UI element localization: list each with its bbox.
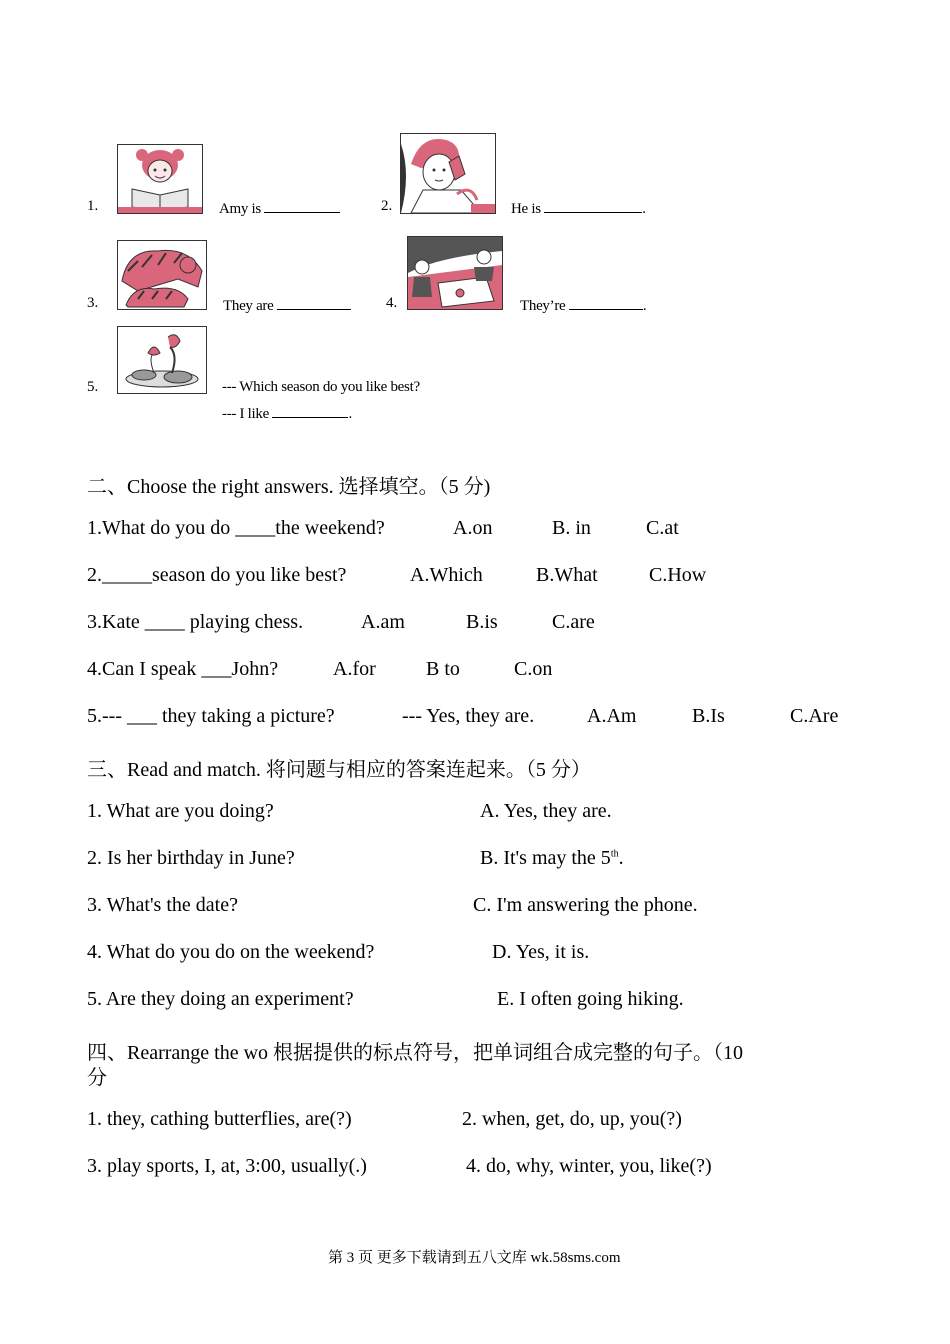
section3-answer-d[interactable]: D. Yes, it is. bbox=[492, 941, 590, 963]
section4-heading-cont: 分 bbox=[87, 1067, 107, 1089]
page-footer: 第 3 页 更多下载请到五八文库 wk.58sms.com bbox=[328, 1250, 621, 1266]
q5-answer-blank[interactable] bbox=[272, 403, 348, 418]
section2-q1-option-b[interactable]: B. in bbox=[552, 517, 591, 539]
section3-question-1[interactable]: 1. What are you doing? bbox=[87, 800, 274, 822]
section4-item-2: 2. when, get, do, up, you(?) bbox=[462, 1108, 682, 1130]
q2-number: 2. bbox=[381, 198, 393, 214]
section2-q5-option-c[interactable]: C.Are bbox=[790, 705, 839, 727]
q5-number: 5. bbox=[87, 379, 99, 395]
section2-q3-option-a[interactable]: A.am bbox=[361, 611, 405, 633]
section2-q5-response: --- Yes, they are. bbox=[402, 705, 535, 727]
section2-q3: 3.Kate ____ playing chess. bbox=[87, 611, 304, 633]
section2-q2-option-a[interactable]: A.Which bbox=[410, 564, 483, 586]
tigers-picture bbox=[117, 240, 207, 310]
girl-reading-picture bbox=[117, 144, 203, 214]
q3-answer-blank[interactable] bbox=[277, 295, 351, 310]
section3-heading: 三、Read and match. 将问题与相应的答案连起来。（5 分） bbox=[87, 759, 591, 781]
q5-answer: --- I like . bbox=[222, 403, 352, 423]
section2-q3-option-c[interactable]: C.are bbox=[552, 611, 595, 633]
section2-q2-option-b[interactable]: B.What bbox=[536, 564, 598, 586]
q2-answer-blank[interactable] bbox=[544, 198, 642, 213]
section4-item-1: 1. they, cathing butterflies, are(?) bbox=[87, 1108, 352, 1130]
section3-question-3[interactable]: 3. What's the date? bbox=[87, 894, 238, 916]
section2-q4-option-a[interactable]: A.for bbox=[333, 658, 376, 680]
section3-answer-a[interactable]: A. Yes, they are. bbox=[480, 800, 612, 822]
q1-number: 1. bbox=[87, 198, 99, 214]
section3-answer-e[interactable]: E. I often going hiking. bbox=[497, 988, 684, 1010]
section3-question-5[interactable]: 5. Are they doing an experiment? bbox=[87, 988, 354, 1010]
q4-answer-blank[interactable] bbox=[569, 295, 643, 310]
q1-prompt: Amy is bbox=[219, 198, 340, 218]
section3-question-2[interactable]: 2. Is her birthday in June? bbox=[87, 847, 295, 869]
section2-q1-option-a[interactable]: A.on bbox=[453, 517, 493, 539]
section2-q3-option-b[interactable]: B.is bbox=[466, 611, 498, 633]
kids-picnic-picture bbox=[407, 236, 503, 310]
section2-q4-option-c[interactable]: C.on bbox=[514, 658, 553, 680]
section2-heading: 二、Choose the right answers. 选择填空。（5 分) bbox=[87, 476, 491, 498]
section2-q1: 1.What do you do ____the weekend? bbox=[87, 517, 385, 539]
section2-q5-option-a[interactable]: A.Am bbox=[587, 705, 637, 727]
section2-q2: 2._____season do you like best? bbox=[87, 564, 347, 586]
section3-answer-b[interactable]: B. It's may the 5th. bbox=[480, 847, 624, 869]
boy-on-phone-picture bbox=[400, 133, 496, 214]
section2-q5: 5.--- ___ they taking a picture? bbox=[87, 705, 335, 727]
q2-prompt: He is . bbox=[511, 198, 646, 218]
section2-q5-option-b[interactable]: B.Is bbox=[692, 705, 725, 727]
q3-prompt: They are bbox=[223, 295, 351, 315]
q3-number: 3. bbox=[87, 295, 99, 311]
section2-q1-option-c[interactable]: C.at bbox=[646, 517, 679, 539]
q4-prompt: They’re . bbox=[520, 295, 646, 315]
lotus-picture bbox=[117, 326, 207, 394]
q5-question: --- Which season do you like best? bbox=[222, 379, 420, 395]
section2-q2-option-c[interactable]: C.How bbox=[649, 564, 707, 586]
section4-item-3: 3. play sports, I, at, 3:00, usually(.) bbox=[87, 1155, 367, 1177]
section2-q4-option-b[interactable]: B to bbox=[426, 658, 460, 680]
section4-heading: 四、Rearrange the wo 根据提供的标点符号，把单词组合成完整的句子。（10 bbox=[87, 1042, 744, 1064]
q4-number: 4. bbox=[386, 295, 398, 311]
section4-item-4: 4. do, why, winter, you, like(?) bbox=[466, 1155, 712, 1177]
section2-q4: 4.Can I speak ___John? bbox=[87, 658, 279, 680]
section3-answer-c[interactable]: C. I'm answering the phone. bbox=[473, 894, 698, 916]
q1-answer-blank[interactable] bbox=[264, 198, 340, 213]
section3-question-4[interactable]: 4. What do you do on the weekend? bbox=[87, 941, 375, 963]
